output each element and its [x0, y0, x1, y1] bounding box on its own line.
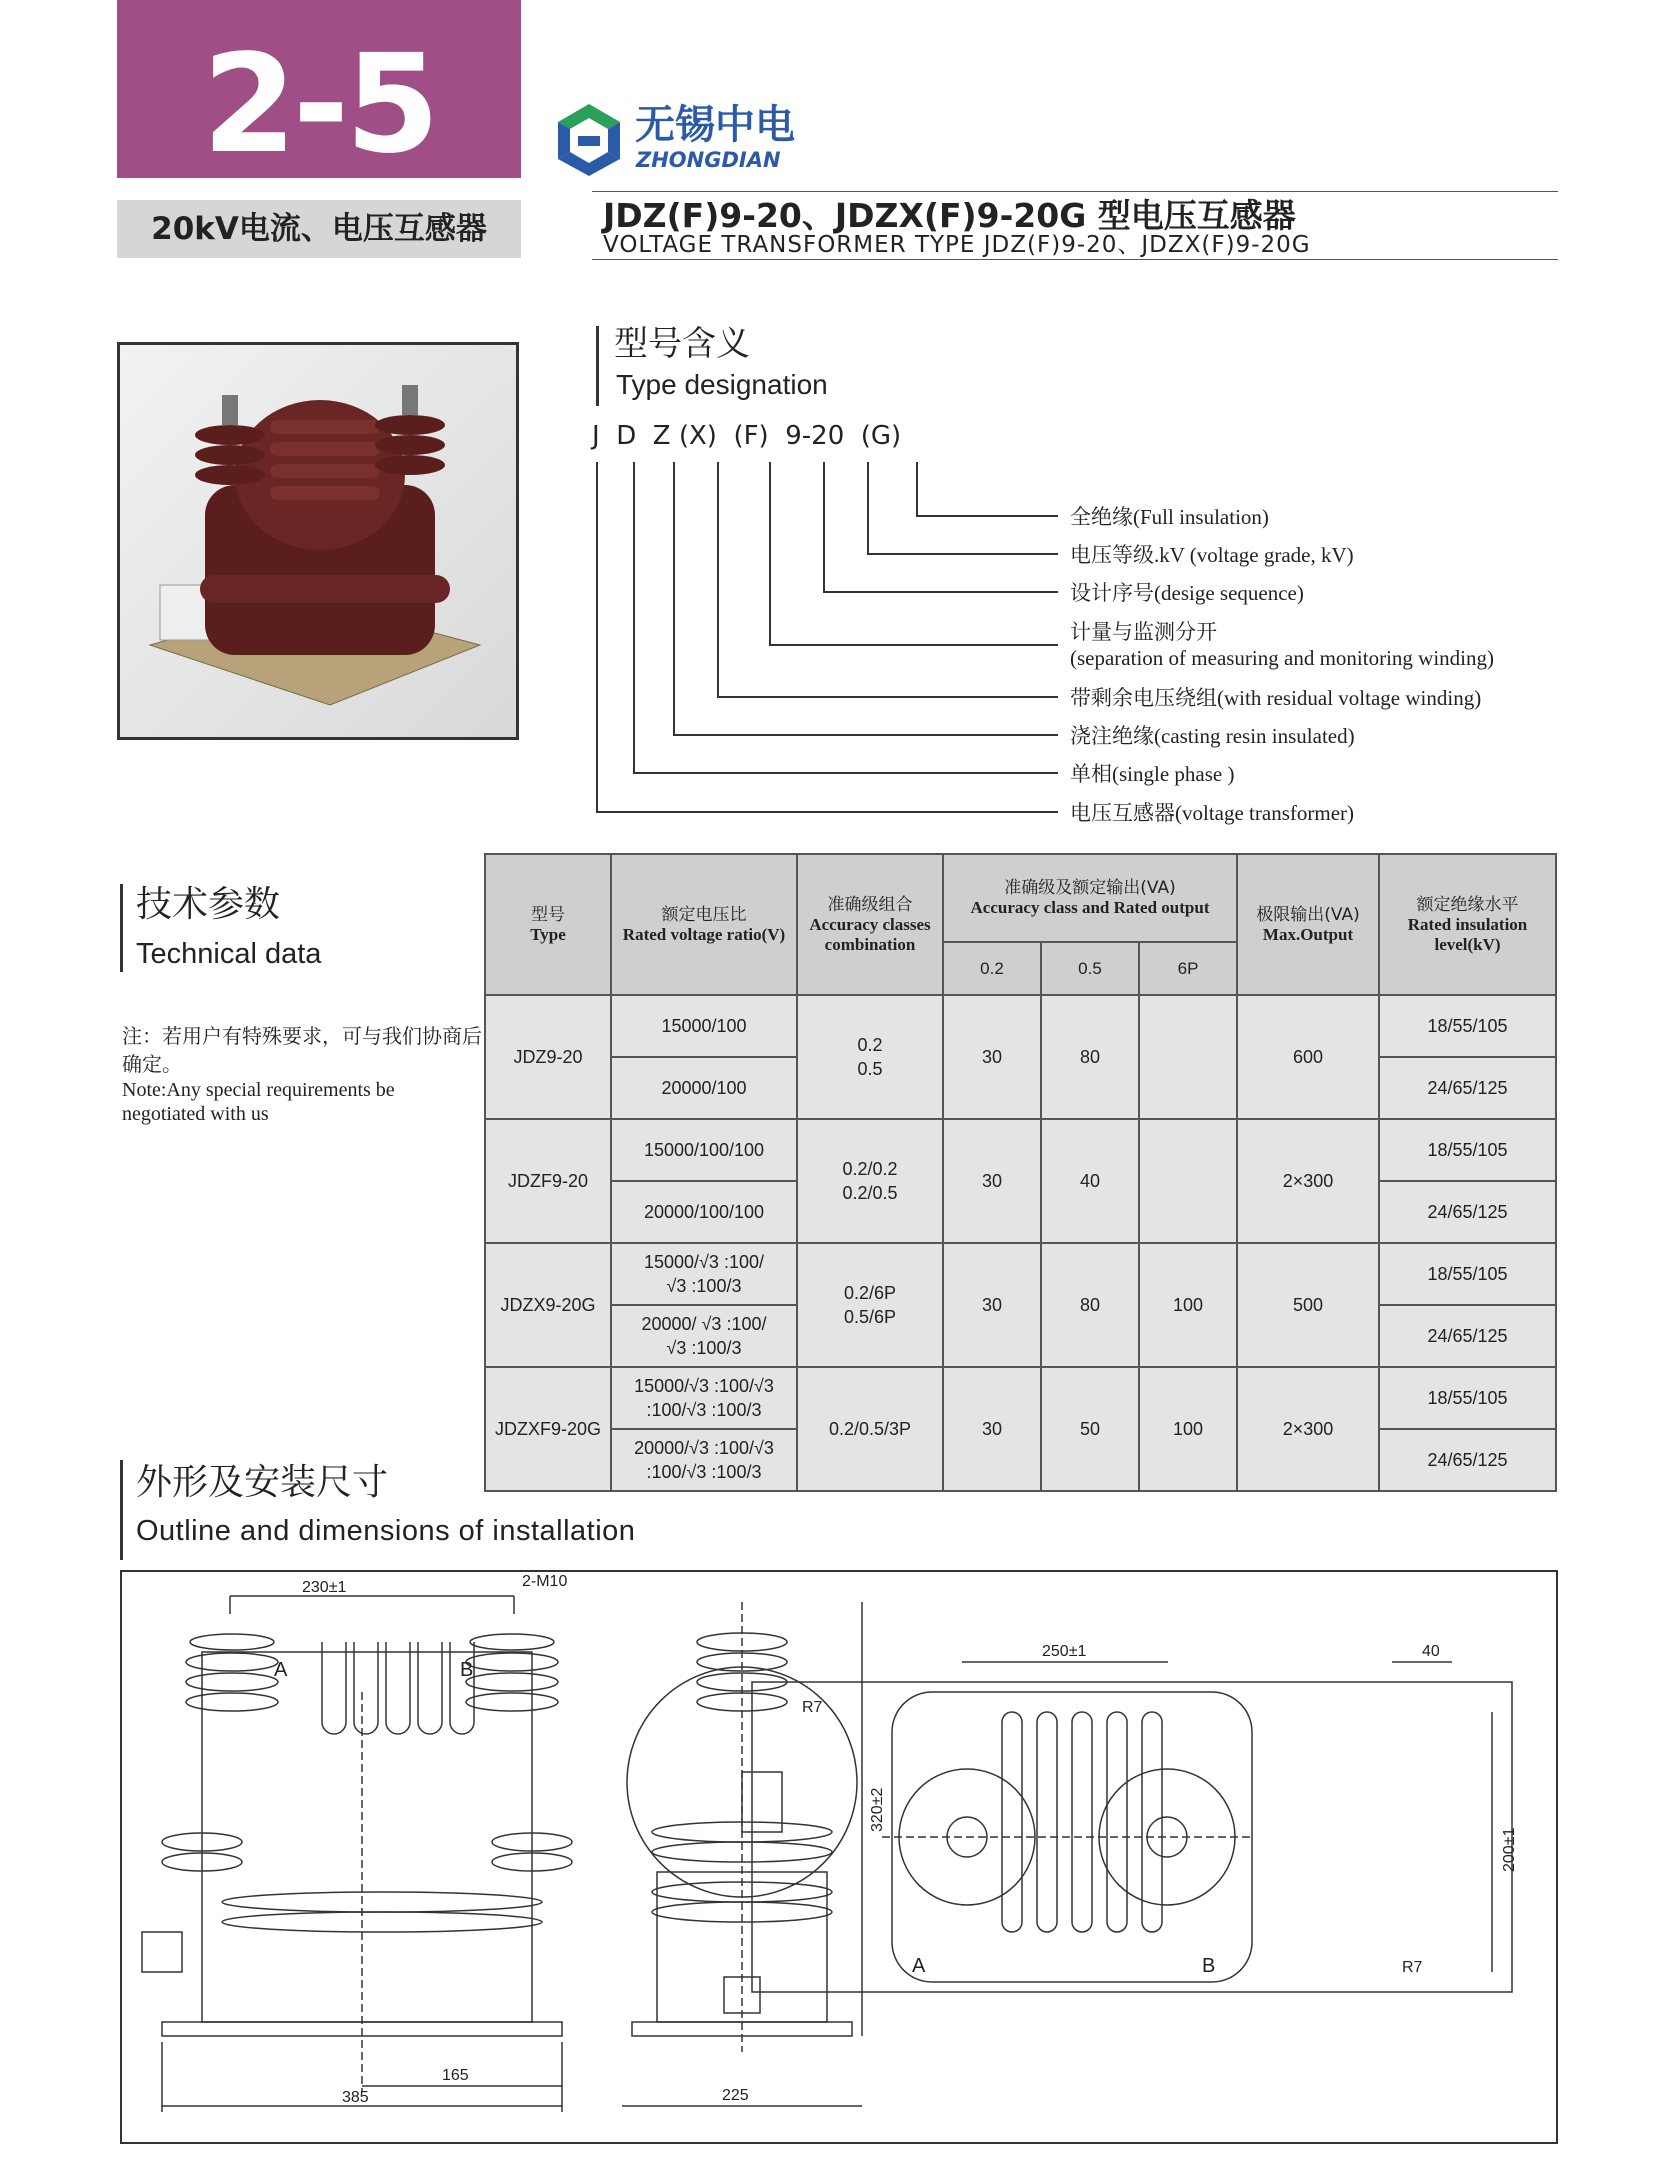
- cell-accuracy: 0.2/0.2 0.2/0.5: [797, 1119, 943, 1243]
- technical-data-bar: [120, 884, 123, 972]
- table-row: [485, 1119, 1556, 1181]
- cell-output-05: 80: [1041, 995, 1139, 1119]
- outline-bar: [120, 1460, 123, 1560]
- cell-ratio: 20000/100: [611, 1057, 797, 1119]
- designation-label-casting: 浇注绝缘(casting resin insulated): [1070, 724, 1355, 748]
- note-en: Note:Any special requirements be negotiated with us: [122, 1079, 395, 1125]
- cell-max-output: 600: [1237, 995, 1379, 1119]
- cell-max-output: 2×300: [1237, 1119, 1379, 1243]
- designation-label-single-phase: 单相(single phase ): [1070, 762, 1235, 786]
- dim-r7-bottom: R7: [1402, 1959, 1423, 1976]
- dim-r7-top: R7: [802, 1699, 823, 1716]
- label-a-top: A: [912, 1955, 926, 1977]
- cell-insulation: 24/65/125: [1379, 1429, 1556, 1491]
- cell-ratio: 15000/√3 :100/√3 :100/√3 :100/3: [611, 1367, 797, 1429]
- cell-type: JDZF9-20: [485, 1119, 611, 1243]
- section-number: 2-5: [202, 26, 436, 184]
- cell-max-output: 500: [1237, 1243, 1379, 1367]
- header-insulation: 额定绝缘水平 Rated insulation level(kV): [1379, 854, 1556, 995]
- header-rated-output: 准确级及额定输出(VA) Accuracy class and Rated output: [943, 854, 1237, 942]
- cell-type: JDZ9-20: [485, 995, 611, 1119]
- header-type: 型号 Type: [485, 854, 611, 995]
- cell-output-02: 30: [943, 995, 1041, 1119]
- cell-insulation: 18/55/105: [1379, 1119, 1556, 1181]
- label-b-top: B: [1202, 1955, 1216, 1977]
- cell-accuracy: 0.2/6P 0.5/6P: [797, 1243, 943, 1367]
- dim-200: 200±1: [1501, 1827, 1518, 1872]
- table-row: [485, 995, 1556, 1057]
- table-row: [485, 1367, 1556, 1429]
- cell-max-output: 2×300: [1237, 1367, 1379, 1491]
- cell-output-02: 30: [943, 1367, 1041, 1491]
- cell-ratio: 20000/100/100: [611, 1181, 797, 1243]
- label-b-front: B: [460, 1659, 474, 1681]
- technical-data-heading-en: Technical data: [136, 938, 322, 970]
- designation-label-full-insulation: 全绝缘(Full insulation): [1070, 505, 1269, 529]
- header-class-05: 0.5: [1041, 942, 1139, 995]
- cell-type: JDZXF9-20G: [485, 1367, 611, 1491]
- header-max-output: 极限输出(VA) Max.Output: [1237, 854, 1379, 995]
- cell-insulation: 18/55/105: [1379, 1243, 1556, 1305]
- cell-insulation: 24/65/125: [1379, 1181, 1556, 1243]
- type-designation-heading-cn: 型号含义: [614, 324, 750, 364]
- section-subtitle: 20kV电流、电压互感器: [151, 211, 487, 247]
- cell-output-6p: 100: [1139, 1243, 1237, 1367]
- cell-insulation: 24/65/125: [1379, 1305, 1556, 1367]
- logo-chinese-text: 无锡中电: [635, 102, 795, 148]
- dim-385: 385: [342, 2089, 369, 2106]
- dim-225: 225: [722, 2087, 749, 2104]
- cell-output-05: 80: [1041, 1243, 1139, 1367]
- cell-accuracy: 0.2 0.5: [797, 995, 943, 1119]
- designation-label-separation: 计量与监测分开 (separation of measuring and monitoring winding): [1070, 620, 1494, 670]
- dim-250: 250±1: [1042, 1643, 1087, 1660]
- dim-m10: 2-M10: [522, 1573, 568, 1590]
- designation-label-voltage-transformer: 电压互感器(voltage transformer): [1070, 801, 1355, 825]
- header-ratio: 额定电压比 Rated voltage ratio(V): [611, 854, 797, 995]
- note-cn: 注：若用户有特殊要求，可与我们协商后确定。: [122, 1024, 482, 1076]
- designation-label-design-sequence: 设计序号(desige sequence): [1070, 581, 1304, 605]
- cell-output-6p: [1139, 1119, 1237, 1243]
- table-row: [485, 1243, 1556, 1305]
- designation-label-residual: 带剩余电压绕组(with residual voltage winding): [1070, 686, 1482, 710]
- header-class-02: 0.2: [943, 942, 1041, 995]
- cell-ratio: 15000/√3 :100/ √3 :100/3: [611, 1243, 797, 1305]
- cell-insulation: 18/55/105: [1379, 1367, 1556, 1429]
- page-title-en: VOLTAGE TRANSFORMER TYPE JDZ(F)9-20、JDZX(F)9-20G: [603, 232, 1311, 258]
- cell-insulation: 24/65/125: [1379, 1057, 1556, 1119]
- dim-165: 165: [442, 2067, 469, 2084]
- cell-accuracy: 0.2/0.5/3P: [797, 1367, 943, 1491]
- technical-data-heading-cn: 技术参数: [136, 884, 281, 925]
- cell-ratio: 15000/100: [611, 995, 797, 1057]
- label-a-front: A: [274, 1659, 288, 1681]
- cell-output-6p: [1139, 995, 1237, 1119]
- cell-output-02: 30: [943, 1243, 1041, 1367]
- installation-drawing: [120, 1570, 1558, 2144]
- dim-320: 320±2: [869, 1787, 886, 1832]
- outline-heading-cn: 外形及安装尺寸: [136, 1462, 389, 1503]
- cell-output-05: 40: [1041, 1119, 1139, 1243]
- designation-leader-lines: [0, 0, 1677, 840]
- dim-40: 40: [1422, 1643, 1440, 1660]
- header-class-6p: 6P: [1139, 942, 1237, 995]
- designation-label-voltage-grade: 电压等级.kV (voltage grade, kV): [1070, 543, 1354, 567]
- model-code: J D Z (X) (F) 9-20 (G): [592, 421, 902, 451]
- header-accuracy-combination: 准确级组合 Accuracy classes combination: [797, 854, 943, 995]
- outline-heading-en: Outline and dimensions of installation: [136, 1515, 636, 1547]
- cell-ratio: 20000/√3 :100/√3 :100/√3 :100/3: [611, 1429, 797, 1491]
- logo-english-text: ZHONGDIAN: [636, 148, 781, 172]
- cell-insulation: 18/55/105: [1379, 995, 1556, 1057]
- cell-type: JDZX9-20G: [485, 1243, 611, 1367]
- cell-output-6p: 100: [1139, 1367, 1237, 1491]
- cell-output-02: 30: [943, 1119, 1041, 1243]
- type-designation-heading-en: Type designation: [616, 369, 828, 400]
- cell-ratio: 15000/100/100: [611, 1119, 797, 1181]
- cell-output-05: 50: [1041, 1367, 1139, 1491]
- cell-ratio: 20000/ √3 :100/ √3 :100/3: [611, 1305, 797, 1367]
- technical-data-table: [484, 853, 1557, 1492]
- dim-230: 230±1: [302, 1579, 347, 1596]
- page-title-cn: JDZ(F)9-20、JDZX(F)9-20G 型电压互感器: [603, 196, 1296, 235]
